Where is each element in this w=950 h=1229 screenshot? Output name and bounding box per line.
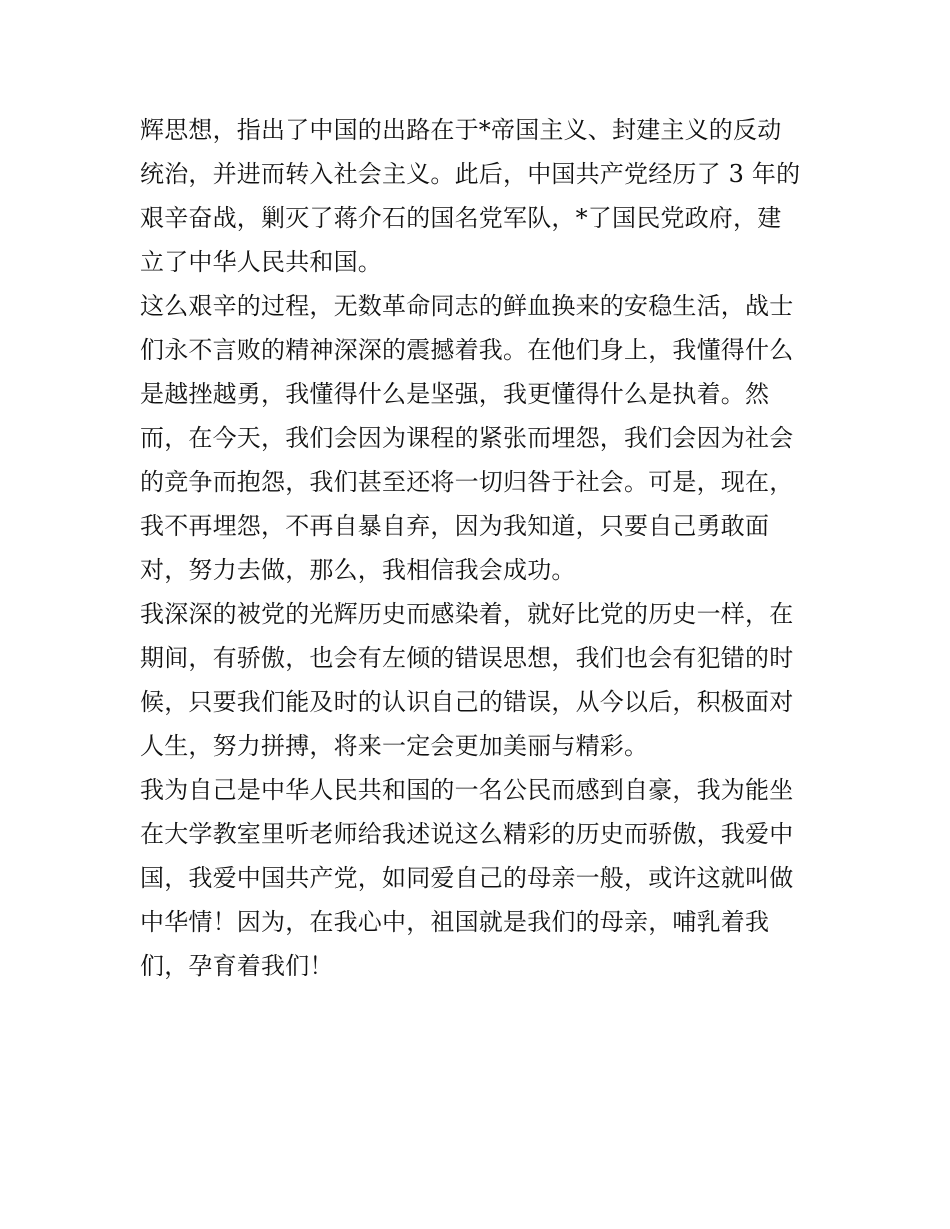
- text-line: 辉思想，指出了中国的出路在于*帝国主义、封建主义的反动: [140, 116, 782, 144]
- text-line: 这么艰辛的过程，无数革命同志的鲜血换来的安稳生活，战士: [140, 292, 794, 320]
- document-body: [140, 108, 820, 988]
- text-line: 艰辛奋战，剿灭了蒋介石的国名党军队，*了国民党政府，建: [140, 204, 782, 232]
- text-line: 而，在今天，我们会因为课程的紧张而埋怨，我们会因为社会: [140, 424, 794, 452]
- text-line: 候，只要我们能及时的认识自己的错误，从今以后，积极面对: [140, 688, 794, 716]
- text-line: 我为自己是中华人民共和国的一名公民而感到自豪，我为能坐: [140, 776, 794, 804]
- text-line: 立了中华人民共和国。: [140, 248, 382, 276]
- text-line: 们永不言败的精神深深的震撼着我。在他们身上，我懂得什么: [140, 336, 794, 364]
- text-line: 是越挫越勇，我懂得什么是坚强，我更懂得什么是执着。然: [140, 380, 770, 408]
- text-line: 统治，并进而转入社会主义。此后，中国共产党经历了 3 年的: [140, 160, 801, 188]
- text-line: 们，孕育着我们！: [140, 952, 334, 980]
- text-line: 人生，努力拼搏，将来一定会更加美丽与精彩。: [140, 732, 649, 760]
- text-line: 我深深的被党的光辉历史而感染着，就好比党的历史一样，在: [140, 600, 794, 628]
- text-line: 在大学教室里听老师给我述说这么精彩的历史而骄傲，我爱中: [140, 820, 794, 848]
- text-line: 国，我爱中国共产党，如同爱自己的母亲一般，或许这就叫做: [140, 864, 794, 892]
- text-line: 期间，有骄傲，也会有左倾的错误思想，我们也会有犯错的时: [140, 644, 794, 672]
- text-line: 我不再埋怨，不再自暴自弃，因为我知道，只要自己勇敢面: [140, 512, 770, 540]
- text-line: 对，努力去做，那么，我相信我会成功。: [140, 556, 576, 584]
- text-line: 的竞争而抱怨，我们甚至还将一切归咎于社会。可是，现在，: [140, 468, 794, 496]
- text-line: 中华情！因为，在我心中，祖国就是我们的母亲，哺乳着我: [140, 908, 770, 936]
